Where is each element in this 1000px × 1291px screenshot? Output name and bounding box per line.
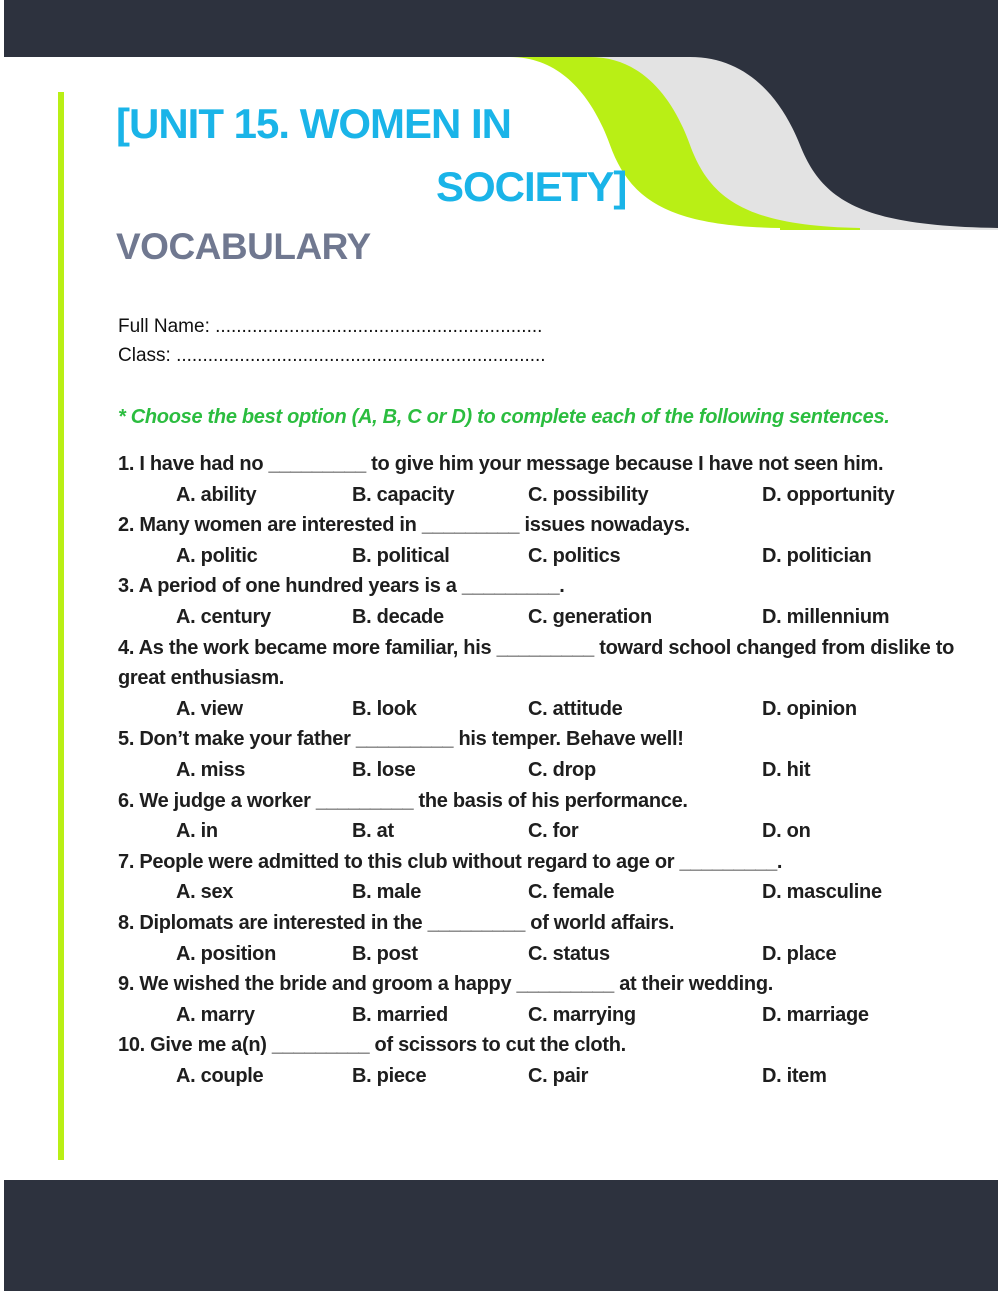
option-a[interactable]: A. century <box>176 605 271 628</box>
option-c[interactable]: C. politics <box>528 544 621 567</box>
question-6 <box>118 786 954 817</box>
option-d[interactable]: D. place <box>762 942 837 965</box>
option-b[interactable]: B. male <box>352 881 422 904</box>
question-2 <box>118 510 954 541</box>
option-a[interactable]: A. sex <box>176 881 234 904</box>
page-title-line1: [UNIT 15. WOMEN IN <box>116 100 512 147</box>
option-c[interactable]: C. possibility <box>528 483 649 506</box>
question-number: 10. <box>118 1034 145 1057</box>
option-c[interactable]: C. for <box>528 820 579 843</box>
option-a[interactable]: A. view <box>176 697 243 720</box>
options-4 <box>118 694 954 725</box>
question-number: 9. <box>118 973 135 996</box>
option-b[interactable]: B. at <box>352 820 394 843</box>
option-b[interactable]: B. piece <box>352 1064 427 1087</box>
option-b[interactable]: B. political <box>352 544 450 567</box>
option-a[interactable]: A. couple <box>176 1064 264 1087</box>
question-number: 3. <box>118 575 135 598</box>
question-10 <box>118 1030 954 1061</box>
footer-band <box>4 1180 998 1291</box>
option-a[interactable]: A. miss <box>176 758 246 781</box>
option-c[interactable]: C. female <box>528 881 615 904</box>
question-3 <box>118 571 954 602</box>
options-3 <box>118 602 954 633</box>
left-accent-rule <box>58 92 64 1160</box>
section-subtitle: VOCABULARY <box>116 226 371 267</box>
class-field: Class: ...................................................................... <box>118 345 546 366</box>
question-number: 8. <box>118 911 135 934</box>
options-7 <box>118 877 954 908</box>
question-text: I have had no _________ to give him your message because I have not seen him. <box>139 453 884 475</box>
question-text: As the work became more familiar, his _________ toward school changed from dislike to great enthusiasm. <box>118 636 954 690</box>
option-b[interactable]: B. capacity <box>352 483 455 506</box>
option-d[interactable]: D. millennium <box>762 605 890 628</box>
options-9 <box>118 1000 954 1031</box>
option-d[interactable]: D. item <box>762 1064 827 1087</box>
question-5 <box>118 724 954 755</box>
option-d[interactable]: D. opportunity <box>762 483 895 506</box>
question-1 <box>118 449 954 480</box>
question-number: 1. <box>118 453 135 475</box>
options-8 <box>118 939 954 970</box>
question-text: Many women are interested in _________ issues nowadays. <box>139 514 690 537</box>
question-9 <box>118 969 954 1000</box>
option-c[interactable]: C. attitude <box>528 697 623 720</box>
option-d[interactable]: D. hit <box>762 758 811 781</box>
question-text: Diplomats are interested in the _________ of world affairs. <box>139 911 675 934</box>
question-list <box>118 449 954 1091</box>
question-4 <box>118 633 954 694</box>
option-c[interactable]: C. drop <box>528 758 596 781</box>
question-text: Don’t make your father _________ his temper. Behave well! <box>139 728 684 751</box>
option-b[interactable]: B. look <box>352 697 417 720</box>
question-8 <box>118 908 954 939</box>
option-d[interactable]: D. politician <box>762 544 872 567</box>
option-a[interactable]: A. in <box>176 820 218 843</box>
question-number: 7. <box>118 850 135 873</box>
option-b[interactable]: B. lose <box>352 758 416 781</box>
question-text: Give me a(n) _________ of scissors to cut the cloth. <box>150 1034 626 1057</box>
full-name-field: Full Name: .............................................................. <box>118 316 543 337</box>
options-10 <box>118 1061 954 1092</box>
option-b[interactable]: B. post <box>352 942 418 965</box>
option-c[interactable]: C. generation <box>528 605 652 628</box>
options-2 <box>118 541 954 572</box>
option-a[interactable]: A. ability <box>176 483 257 506</box>
option-d[interactable]: D. opinion <box>762 697 857 720</box>
question-number: 5. <box>118 728 135 751</box>
options-6 <box>118 816 954 847</box>
option-c[interactable]: C. marrying <box>528 1003 636 1026</box>
question-text: We judge a worker _________ the basis of his performance. <box>139 789 688 812</box>
instruction-text: * Choose the best option (A, B, C or D) to complete each of the following sentences. <box>118 406 890 428</box>
option-a[interactable]: A. politic <box>176 544 258 567</box>
page-title-line2: SOCIETY] <box>436 163 627 210</box>
question-text: We wished the bride and groom a happy _________ at their wedding. <box>139 973 773 996</box>
option-b[interactable]: B. married <box>352 1003 448 1026</box>
option-c[interactable]: C. pair <box>528 1064 589 1087</box>
option-b[interactable]: B. decade <box>352 605 444 628</box>
options-1 <box>118 480 954 511</box>
option-c[interactable]: C. status <box>528 942 610 965</box>
question-text: People were admitted to this club without regard to age or _________. <box>139 850 783 873</box>
option-a[interactable]: A. marry <box>176 1003 255 1026</box>
option-a[interactable]: A. position <box>176 942 277 965</box>
options-5 <box>118 755 954 786</box>
question-number: 4. <box>118 636 135 659</box>
question-number: 6. <box>118 789 135 812</box>
option-d[interactable]: D. marriage <box>762 1003 869 1026</box>
question-text: A period of one hundred years is a _________. <box>138 575 565 598</box>
option-d[interactable]: D. on <box>762 820 811 843</box>
question-number: 2. <box>118 514 135 537</box>
question-7 <box>118 847 954 878</box>
option-d[interactable]: D. masculine <box>762 881 882 904</box>
